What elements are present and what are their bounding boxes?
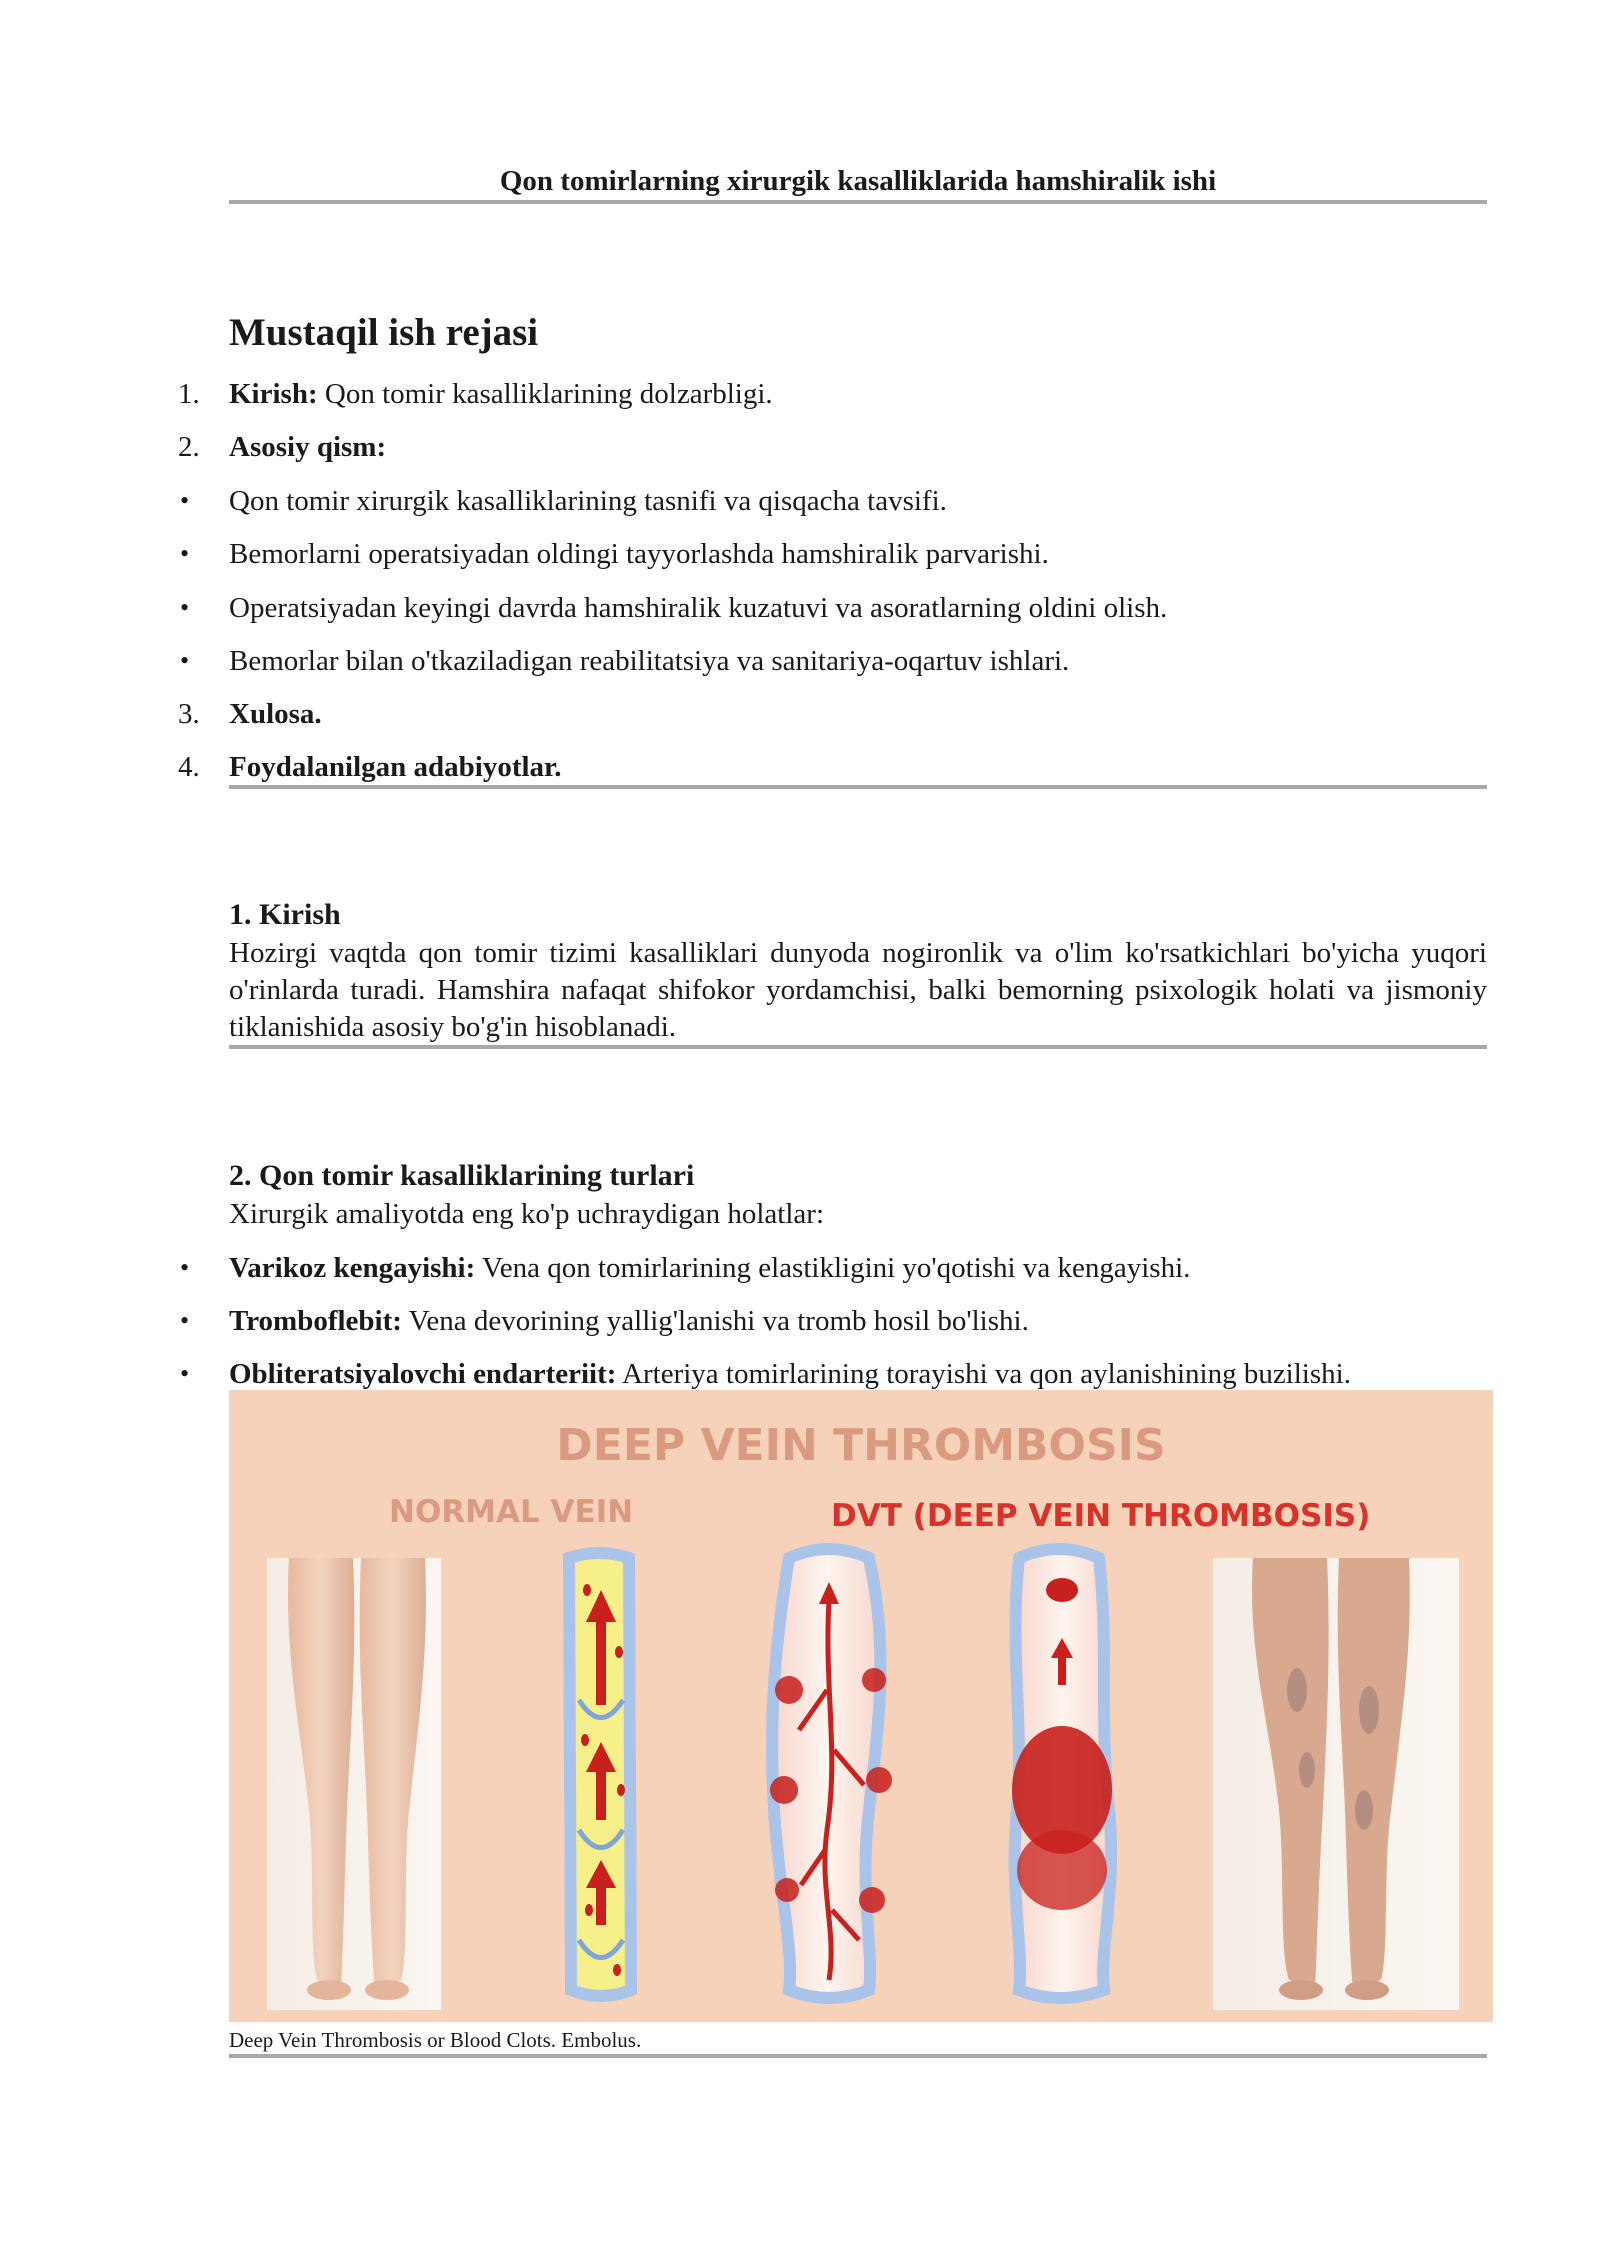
dvt-illustration [229, 1390, 1493, 2022]
figure-label-normal-vein: NORMAL VEIN [389, 1494, 634, 1530]
disease-type-description: Vena devorining yallig'lanishi va tromb hosil bo'lishi. [401, 1305, 1029, 1337]
list-marker: 3. [178, 698, 200, 730]
plan-subitem: Qon tomir xirurgik kasalliklarining tasnifi va qisqacha tavsifi. [229, 485, 947, 517]
plan-subitem: Bemorlarni operatsiyadan oldingi tayyorlashda hamshiralik parvarishi. [229, 538, 1049, 570]
plan-item-main-part [229, 428, 386, 466]
dvt-illustration-graphic [229, 1390, 1493, 2022]
plan-item-label: Xulosa. [229, 698, 322, 730]
figure-caption: Deep Vein Thrombosis or Blood Clots. Embolus. [229, 2028, 642, 2052]
dvt-legs-image [1213, 1558, 1459, 2010]
disease-type-name: Tromboflebit: [229, 1305, 402, 1337]
types-subtitle: Xirurgik amaliyotda eng ko'p uchraydigan holatlar: [229, 1198, 824, 1230]
disease-type-item [229, 1355, 1351, 1393]
plan-item-label: Foydalanilgan adabiyotlar. [229, 751, 562, 783]
intro-section-title: 1. Kirish [229, 898, 341, 931]
disease-type-name: Varikoz kengayishi: [229, 1252, 476, 1284]
list-marker: 1. [178, 378, 200, 410]
intro-divider [229, 1045, 1487, 1049]
bullet-marker: • [180, 1253, 190, 1282]
plan-divider [229, 785, 1487, 789]
disease-type-item [229, 1302, 1029, 1340]
intro-paragraph: Hozirgi vaqtda qon tomir tizimi kasalliklari dunyoda nogironlik va o'lim ko'rsatkichlari bo'yicha yuqori o'rinlarda turadi. Hamshira nafaqat shifokor yordamchisi, balki bemorning psixologik holati va jismoniy tiklanishida asosiy bo'g'in hisoblanadi. [229, 937, 1487, 1043]
header-divider [229, 200, 1487, 204]
bullet-marker: • [180, 646, 190, 675]
figure-title: DEEP VEIN THROMBOSIS [556, 1420, 1166, 1471]
plan-subitem: Operatsiyadan keyingi davrda hamshiralik kuzatuvi va asoratlarning oldini olish. [229, 592, 1168, 624]
dvt-vein-diagram-1 [770, 1549, 892, 1998]
document-header-title: Qon tomirlarning xirurgik kasalliklarida hamshiralik ishi [499, 165, 1217, 197]
figure-label-dvt: DVT (DEEP VEIN THROMBOSIS) [831, 1498, 1371, 1534]
disease-type-name: Obliteratsiyalovchi endarteriit: [229, 1358, 617, 1390]
bullet-marker: • [180, 1306, 190, 1335]
disease-type-description: Vena qon tomirlarining elastikligini yo'qotishi va kengayishi. [475, 1252, 1191, 1284]
plan-item-label: Kirish: [229, 378, 318, 410]
disease-type-description: Arteriya tomirlarining torayishi va qon aylanishining buzilishi. [616, 1358, 1351, 1390]
plan-item-conclusion [229, 695, 322, 733]
plan-item-label: Asosiy qism: [229, 431, 387, 463]
plan-subitem: Bemorlar bilan o'tkaziladigan reabilitatsiya va sanitariya-oqartuv ishlari. [229, 645, 1070, 677]
list-marker: 4. [178, 751, 200, 783]
normal-vein-diagram [569, 1553, 631, 1996]
plan-title: Mustaqil ish rejasi [229, 311, 539, 354]
bullet-marker: • [180, 539, 190, 568]
dvt-vein-diagram-2 [1012, 1549, 1112, 1998]
plan-item-text: Qon tomir kasalliklarining dolzarbligi. [317, 378, 773, 410]
plan-item-references [229, 748, 562, 786]
normal-legs-image [267, 1558, 441, 2010]
bullet-marker: • [180, 593, 190, 622]
disease-type-item [229, 1249, 1190, 1287]
bullet-marker: • [180, 486, 190, 515]
list-marker: 2. [178, 431, 200, 463]
figure-divider [229, 2054, 1487, 2058]
types-section-title: 2. Qon tomir kasalliklarining turlari [229, 1159, 695, 1192]
plan-item-introduction [229, 375, 773, 413]
bullet-marker: • [180, 1359, 190, 1388]
